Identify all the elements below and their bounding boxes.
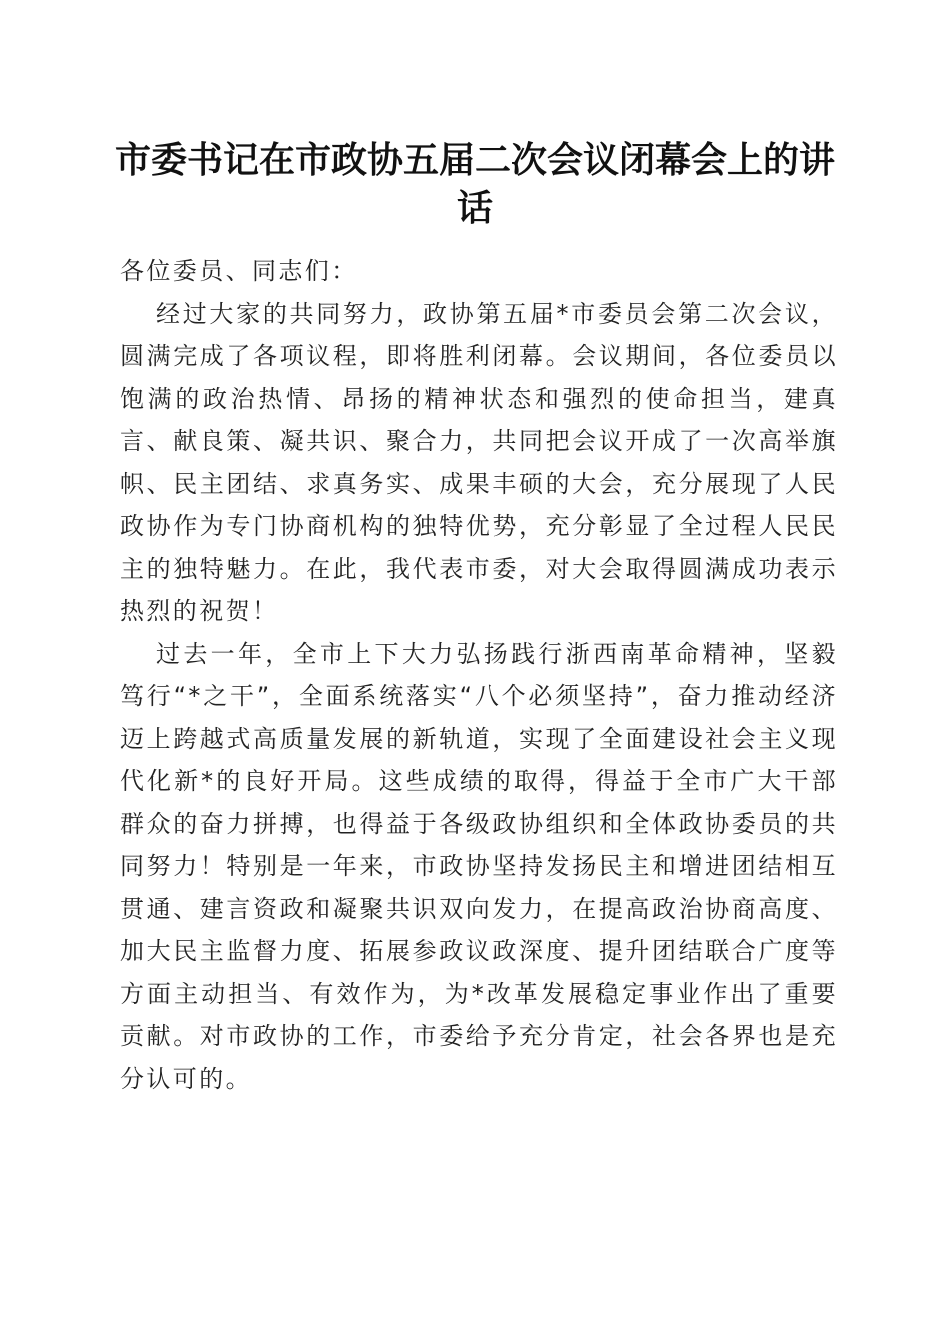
salutation: 各位委员、同志们： bbox=[120, 257, 358, 285]
document-title: 市委书记在市政协五届二次会议闭幕会上的讲话 bbox=[114, 139, 835, 229]
paragraph: 经过大家的共同努力，政协第五届*市委员会第二次会议，圆满完成了各项议程，即将胜利闭幕。会议期间，各位委员以饱满的政治热情、昂扬的精神状态和强烈的使命担当，建真言、献良策、凝共识、聚合力，共同把会议开成了一次高举旗帜、民主团结、求真务实、成果丰硕的大会，充分展现了人民政协作为专门协商机构的独特优势，充分彰显了全过程人民民主的独特魅力。在此，我代表市委，对大会取得圆满成功表示热烈的祝贺！ bbox=[120, 299, 838, 625]
document-body bbox=[120, 250, 838, 1100]
paragraph: 过去一年，全市上下大力弘扬践行浙西南革命精神，坚毅笃行“*之干”，全面系统落实“八个必须坚持”，奋力推动经济迈上跨越式高质量发展的新轨道，实现了全面建设社会主义现代化新*的良好开局。这些成绩的取得，得益于全市广大干部群众的奋力拼搏，也得益于各级政协组织和全体政协委员的共同努力！特别是一年来，市政协坚持发扬民主和增进团结相互贯通、建言资政和凝聚共识双向发力，在提高政治协商高度、加大民主监督力度、拓展参政议政深度、提升团结联合广度等方面主动担当、有效作为，为*改革发展稳定事业作出了重要贡献。对市政协的工作，市委给予充分肯定，社会各界也是充分认可的。 bbox=[120, 639, 838, 1093]
